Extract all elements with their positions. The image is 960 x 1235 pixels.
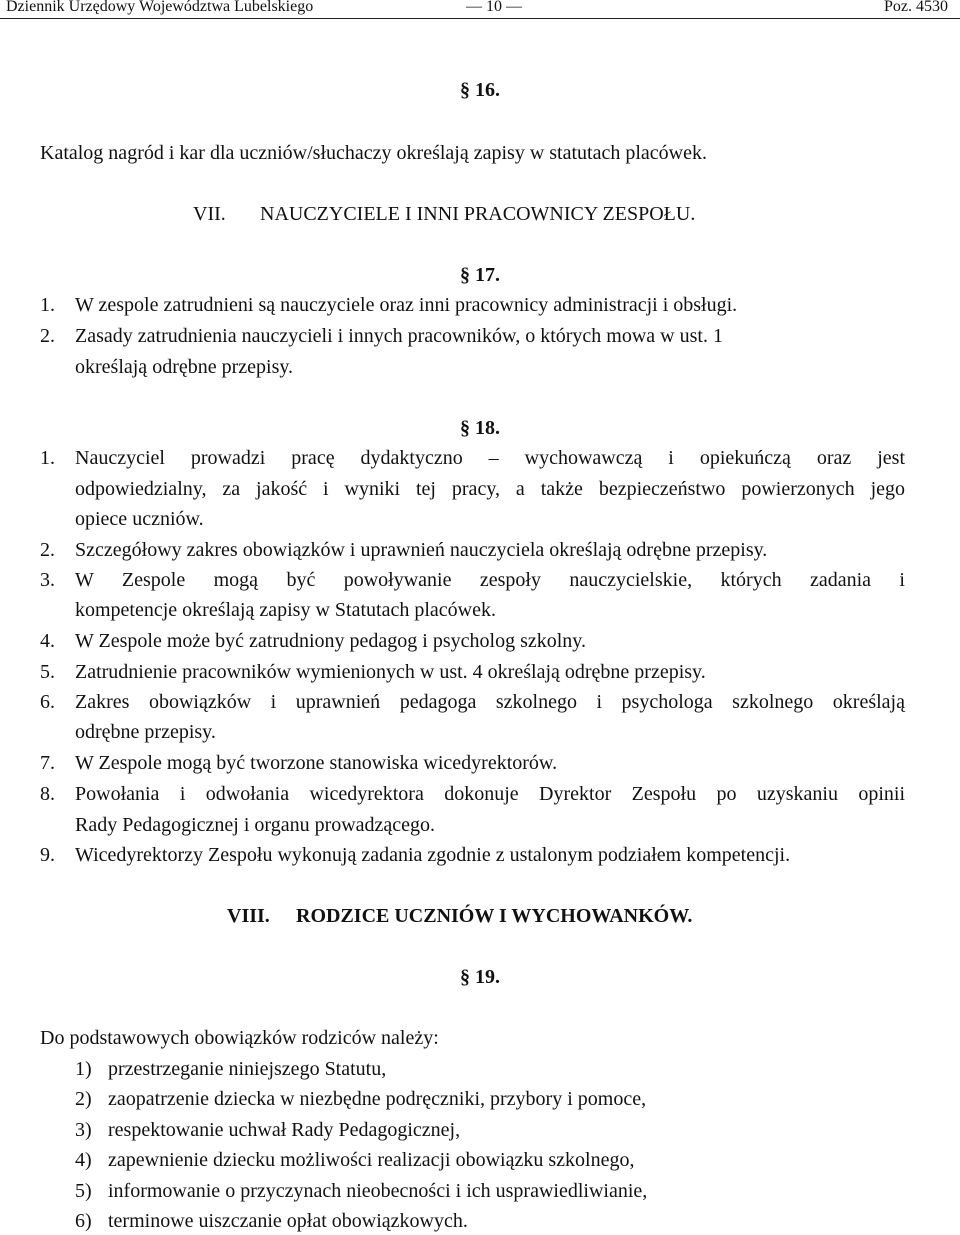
list-item-text: W zespole zatrudnieni są nauczyciele oraz inni pracownicy administracji i obsługi.	[75, 294, 738, 316]
page-number: — 10 —	[466, 0, 522, 15]
list-item-text: informowanie o przyczynach nieobecności i ich usprawiedliwianie,	[108, 1180, 648, 1202]
list-item-text: przestrzeganie niniejszego Statutu,	[108, 1058, 387, 1080]
list-item-text: W Zespole mogą być powoływanie zespoły nauczycielskie, których zadania i	[75, 569, 905, 591]
section-16-text: Katalog nagród i kar dla uczniów/słuchaczy określają zapisy w statutach placówek.	[40, 142, 707, 164]
list-item-text: W Zespole mogą być tworzone stanowiska wicedyrektorów.	[75, 752, 558, 774]
chapter-8-number: VIII.	[227, 905, 270, 927]
list-item-text: Zasady zatrudnienia nauczycieli i innych pracowników, o których mowa w ust. 1	[75, 325, 723, 347]
position-number: Poz. 4530	[884, 0, 948, 15]
list-item-text: Zakres obowiązków i uprawnień pedagoga szkolnego i psychologa szkolnego określają	[75, 691, 905, 713]
list-item-text: Wicedyrektorzy Zespołu wykonują zadania zgodnie z ustalonym podziałem kompetencji.	[75, 844, 791, 866]
section-17-heading: § 17.	[460, 264, 500, 286]
list-item-number: 2.	[40, 325, 55, 347]
list-item-number: 6.	[40, 691, 55, 713]
list-item-text: respektowanie uchwał Rady Pedagogicznej,	[108, 1119, 461, 1141]
list-item-number: 6)	[75, 1210, 92, 1232]
section-18-heading: § 18.	[460, 417, 500, 439]
page-header	[0, 0, 960, 20]
list-item-number: 1)	[75, 1058, 92, 1080]
list-item-text: Zatrudnienie pracowników wymienionych w ust. 4 określają odrębne przepisy.	[75, 661, 706, 683]
section-16-heading: § 16.	[460, 79, 500, 101]
journal-title: Dziennik Urzędowy Województwa Lubelskiego	[6, 0, 314, 15]
list-item-number: 5)	[75, 1180, 92, 1202]
list-item-number: 5.	[40, 661, 55, 683]
list-item-text: W Zespole może być zatrudniony pedagog i psycholog szkolny.	[75, 630, 586, 652]
chapter-7-title: NAUCZYCIELE I INNI PRACOWNICY ZESPOŁU.	[260, 203, 696, 225]
section-19-heading: § 19.	[460, 966, 500, 988]
list-item-number: 4)	[75, 1149, 92, 1171]
header-rule	[0, 18, 960, 19]
list-item-number: 7.	[40, 752, 55, 774]
list-item-text: terminowe uiszczanie opłat obowiązkowych.	[108, 1210, 468, 1232]
chapter-8-title: RODZICE UCZNIÓW I WYCHOWANKÓW.	[296, 905, 693, 927]
list-item-text: zaopatrzenie dziecka w niezbędne podręczniki, przybory i pomoce,	[108, 1088, 647, 1110]
list-item-text: kompetencje określają zapisy w Statutach placówek.	[75, 599, 496, 621]
list-item-number: 8.	[40, 783, 55, 805]
list-item-text: opiece uczniów.	[75, 508, 204, 530]
list-item-text: Nauczyciel prowadzi pracę dydaktyczno – wychowawczą i opiekuńczą oraz jest	[75, 447, 905, 469]
list-item-text: określają odrębne przepisy.	[75, 356, 294, 378]
chapter-7-number: VII.	[193, 203, 226, 225]
list-item-text: odpowiedzialny, za jakość i wyniki tej pracy, a także bezpieczeństwo powierzonych jego	[75, 478, 905, 500]
list-item-number: 2)	[75, 1088, 92, 1110]
list-item-number: 4.	[40, 630, 55, 652]
list-item-text: Rady Pedagogicznej i organu prowadzącego.	[75, 814, 436, 836]
list-item-number: 1.	[40, 294, 55, 316]
list-item-number: 3.	[40, 569, 55, 591]
list-item-text: Szczegółowy zakres obowiązków i uprawnień nauczyciela określają odrębne przepisy.	[75, 539, 768, 561]
list-item-number: 2.	[40, 539, 55, 561]
list-item-number: 1.	[40, 447, 55, 469]
list-item-text: odrębne przepisy.	[75, 721, 216, 743]
list-item-number: 9.	[40, 844, 55, 866]
list-item-text: Powołania i odwołania wicedyrektora dokonuje Dyrektor Zespołu po uzyskaniu opinii	[75, 783, 905, 805]
list-item-text: zapewnienie dziecku możliwości realizacji obowiązku szkolnego,	[108, 1149, 635, 1171]
list-item-number: 3)	[75, 1119, 92, 1141]
section-19-intro: Do podstawowych obowiązków rodziców należy:	[40, 1027, 439, 1049]
